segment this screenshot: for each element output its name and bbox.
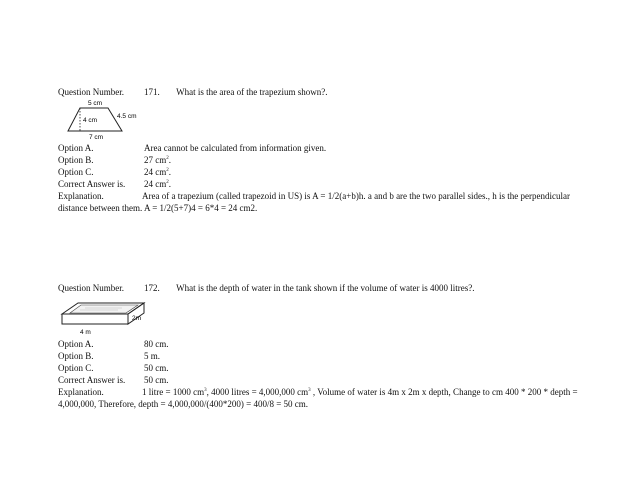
tank-figure bbox=[60, 294, 150, 338]
question-header bbox=[58, 86, 588, 98]
trapezium-figure bbox=[64, 98, 154, 142]
top-label: 5 cm bbox=[88, 100, 103, 107]
tank-top-inner bbox=[70, 305, 138, 313]
length-label: 4 m bbox=[80, 329, 91, 336]
question-header bbox=[58, 282, 588, 294]
tank-front bbox=[62, 314, 128, 324]
height-label: 4 cm bbox=[83, 117, 98, 124]
question-label: Question Number. bbox=[58, 283, 124, 293]
question-171 bbox=[58, 86, 588, 214]
option-a: Option A. 80 cm. bbox=[58, 339, 169, 349]
bottom-label: 7 cm bbox=[89, 134, 104, 141]
option-c: Option C. 24 $cm^2$. bbox=[58, 167, 171, 177]
correct-answer: Correct Answer is. 24 $cm^2$. bbox=[58, 179, 171, 189]
side-label: 4.5 cm bbox=[117, 113, 137, 120]
correct-answer: Correct Answer is. 50 cm. bbox=[58, 375, 169, 385]
option-c: Option C. 50 cm. bbox=[58, 363, 169, 373]
question-number: 172. bbox=[144, 283, 160, 293]
explanation: Explanation. 1 litre = 1000 $cm^3$, 4000 litres = 4,000,000 $cm^3$ , Volume of water is 4m x 2m x depth, Change to cm 400 * 200 * depth = 4,000,000, Therefore, depth = 4,000,000/(400*200) = 400/8 = 50 cm. bbox=[58, 387, 578, 409]
option-a: Option A. Area cannot be calculated from information given. bbox=[58, 143, 327, 153]
explanation: Explanation. Area of a trapezium (called trapezoid in US) is A = 1/2(a+b)h. a and b are the two parallel sides., h is the perpendicular distance between them. A = 1/2(5+7)4 = 6*4 = 24 cm2. bbox=[58, 191, 571, 213]
option-b: Option B. 27 $cm^2$. bbox=[58, 155, 171, 165]
option-b: Option B. 5 m. bbox=[58, 351, 161, 361]
question-text: What is the area of the trapezium shown?. bbox=[176, 87, 328, 97]
question-text: What is the depth of water in the tank shown if the volume of water is 4000 litres?. bbox=[176, 283, 475, 293]
width-label: 2m bbox=[132, 315, 142, 322]
question-number: 171. bbox=[144, 87, 160, 97]
question-label: Question Number. bbox=[58, 87, 124, 97]
question-172 bbox=[58, 282, 588, 410]
